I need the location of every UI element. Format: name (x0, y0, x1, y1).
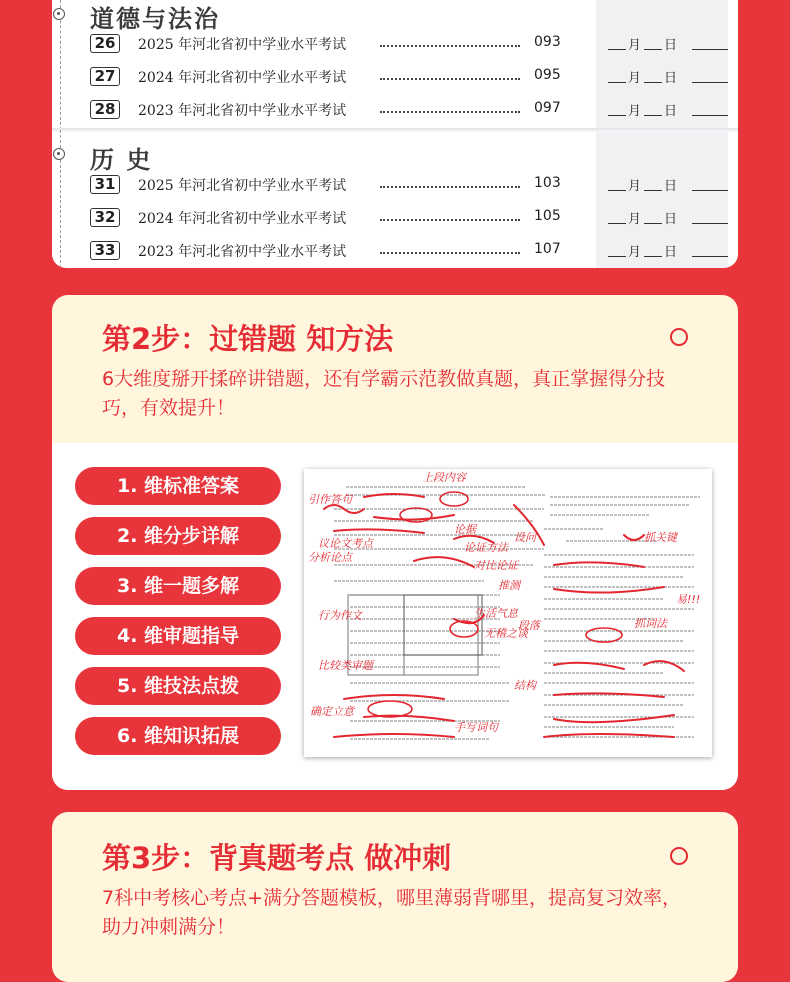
month-label: 月 (628, 38, 642, 53)
handwritten-red-stroke (624, 535, 644, 540)
handwritten-annotation: 引作答句 (308, 493, 352, 506)
page-number: 103 (534, 175, 561, 191)
step3-title: 第3步：背真题考点 做冲刺 (102, 841, 452, 875)
date-fill-in[interactable] (608, 34, 728, 54)
handwritten-annotation: 行为作文 (318, 609, 362, 622)
handwritten-red-stroke (334, 734, 454, 737)
month-blank (608, 115, 626, 116)
step3-description: 7科中考核心考点+满分答题模板，哪里薄弱背哪里，提高复习效率，助力冲刺满分！ (102, 887, 682, 938)
page-number: 093 (534, 34, 561, 50)
handwritten-annotation: 论证方法 (464, 541, 508, 554)
toc-section-ethics (52, 0, 738, 130)
dot-leader (380, 78, 520, 80)
number-badge: 33 (90, 241, 120, 260)
month-blank (608, 82, 626, 83)
day-label: 日 (664, 212, 678, 227)
handwritten-red-stroke (364, 716, 454, 721)
step2-description: 6大维度掰开揉碎讲错题，还有学霸示范教做真题，真正掌握得分技巧，有效提升！ (102, 368, 666, 419)
contents-card (52, 0, 738, 268)
day-blank (644, 115, 662, 116)
signature-blank (692, 256, 728, 257)
day-label: 日 (664, 38, 678, 53)
section-title: 道德与法治 (90, 5, 220, 33)
dot-leader (380, 219, 520, 221)
date-fill-in[interactable] (608, 100, 728, 120)
signature-blank (692, 115, 728, 116)
toc-row[interactable] (90, 32, 730, 56)
month-blank (608, 223, 626, 224)
handwritten-annotation: 对比论证 (474, 559, 518, 572)
dot-leader (380, 186, 520, 188)
toc-row[interactable] (90, 65, 730, 89)
step3-card (52, 812, 738, 982)
printed-table-box (404, 595, 482, 655)
signature-blank (692, 82, 728, 83)
circle-icon (670, 847, 688, 865)
day-blank (644, 49, 662, 50)
feature-pill: 3. 维一题多解 (75, 567, 281, 605)
handwritten-annotation: 确定立意 (310, 705, 354, 718)
date-fill-in[interactable] (608, 208, 728, 228)
handwritten-annotation: 上段内容 (422, 471, 466, 484)
step2-title: 第2步：过错题 知方法 (102, 322, 394, 356)
circle-icon (670, 328, 688, 346)
handwritten-annotation: 推测 (498, 579, 520, 592)
date-fill-in[interactable] (608, 241, 728, 261)
date-fill-in[interactable] (608, 175, 728, 195)
row-title: 2024 年河北省初中学业水平考试 (138, 211, 347, 227)
toc-row[interactable] (90, 173, 730, 197)
timeline-dot-icon (53, 148, 65, 160)
day-blank (644, 190, 662, 191)
page-number: 097 (534, 100, 561, 116)
handwritten-annotation: 论据 (454, 523, 476, 536)
number-badge: 28 (90, 100, 120, 119)
row-title: 2023 年河北省初中学业水平考试 (138, 103, 347, 119)
month-blank (608, 190, 626, 191)
number-badge: 27 (90, 67, 120, 86)
signature-blank (692, 223, 728, 224)
handwritten-annotation: 生活气息 (474, 607, 518, 620)
toc-row[interactable] (90, 206, 730, 230)
handwritten-red-circle (440, 492, 468, 506)
handwritten-annotation: 无稽之谈 (484, 627, 528, 640)
date-fill-in[interactable] (608, 67, 728, 87)
month-label: 月 (628, 179, 642, 194)
handwritten-annotation: 抓词法 (634, 617, 667, 630)
handwritten-red-stroke (554, 715, 674, 722)
row-title: 2024 年河北省初中学业水平考试 (138, 70, 347, 86)
handwritten-red-stroke (374, 515, 454, 520)
feature-pill: 6. 维知识拓展 (75, 717, 281, 755)
timeline-dot-icon (53, 8, 65, 20)
number-badge: 31 (90, 175, 120, 194)
handwritten-red-circle (368, 701, 412, 717)
handwritten-annotation: 分析论点 (308, 551, 352, 564)
toc-section-history (52, 130, 738, 268)
feature-pill: 5. 维技法点拨 (75, 667, 281, 705)
section-title: 历 史 (90, 146, 153, 174)
dot-leader (380, 252, 520, 254)
feature-pill: 1. 维标准答案 (75, 467, 281, 505)
handwritten-annotation: 手写词句 (454, 721, 498, 734)
toc-row[interactable] (90, 98, 730, 122)
day-blank (644, 223, 662, 224)
page-number: 105 (534, 208, 561, 224)
day-label: 日 (664, 71, 678, 86)
signature-blank (692, 190, 728, 191)
toc-row[interactable] (90, 239, 730, 263)
day-blank (644, 82, 662, 83)
dot-leader (380, 45, 520, 47)
dot-leader (380, 111, 520, 113)
handwritten-annotation: 易!!! (676, 593, 701, 606)
day-label: 日 (664, 245, 678, 260)
handwritten-annotation: 抓关键 (644, 531, 677, 544)
handwritten-annotation: 结构 (514, 679, 536, 692)
month-blank (608, 256, 626, 257)
handwritten-annotation: 设问 (514, 531, 536, 544)
handwritten-red-stroke (334, 529, 424, 533)
row-title: 2023 年河北省初中学业水平考试 (138, 244, 347, 260)
step2-content (52, 443, 738, 790)
annotated-exam-page-image (304, 469, 712, 757)
month-label: 月 (628, 104, 642, 119)
row-title: 2025 年河北省初中学业水平考试 (138, 178, 347, 194)
row-title: 2025 年河北省初中学业水平考试 (138, 37, 347, 53)
month-label: 月 (628, 71, 642, 86)
signature-blank (692, 49, 728, 50)
number-badge: 26 (90, 34, 120, 53)
handwritten-annotation: 段落 (518, 619, 540, 632)
step2-card (52, 295, 738, 790)
handwritten-red-stroke (554, 562, 644, 567)
feature-pill: 2. 维分步详解 (75, 517, 281, 555)
handwritten-red-stroke (344, 695, 444, 699)
handwritten-red-circle (586, 628, 622, 642)
handwritten-red-stroke (554, 587, 664, 593)
page-number: 107 (534, 241, 561, 257)
day-label: 日 (664, 179, 678, 194)
page-number: 095 (534, 67, 561, 83)
number-badge: 32 (90, 208, 120, 227)
month-label: 月 (628, 212, 642, 227)
annotated-page-drawing (304, 469, 712, 757)
handwritten-annotation: 议论文考点 (318, 537, 373, 550)
handwritten-red-stroke (554, 663, 624, 669)
handwritten-annotation: 比较类审题 (318, 659, 373, 672)
day-blank (644, 256, 662, 257)
feature-pill: 4. 维审题指导 (75, 617, 281, 655)
day-label: 日 (664, 104, 678, 119)
month-label: 月 (628, 245, 642, 260)
month-blank (608, 49, 626, 50)
